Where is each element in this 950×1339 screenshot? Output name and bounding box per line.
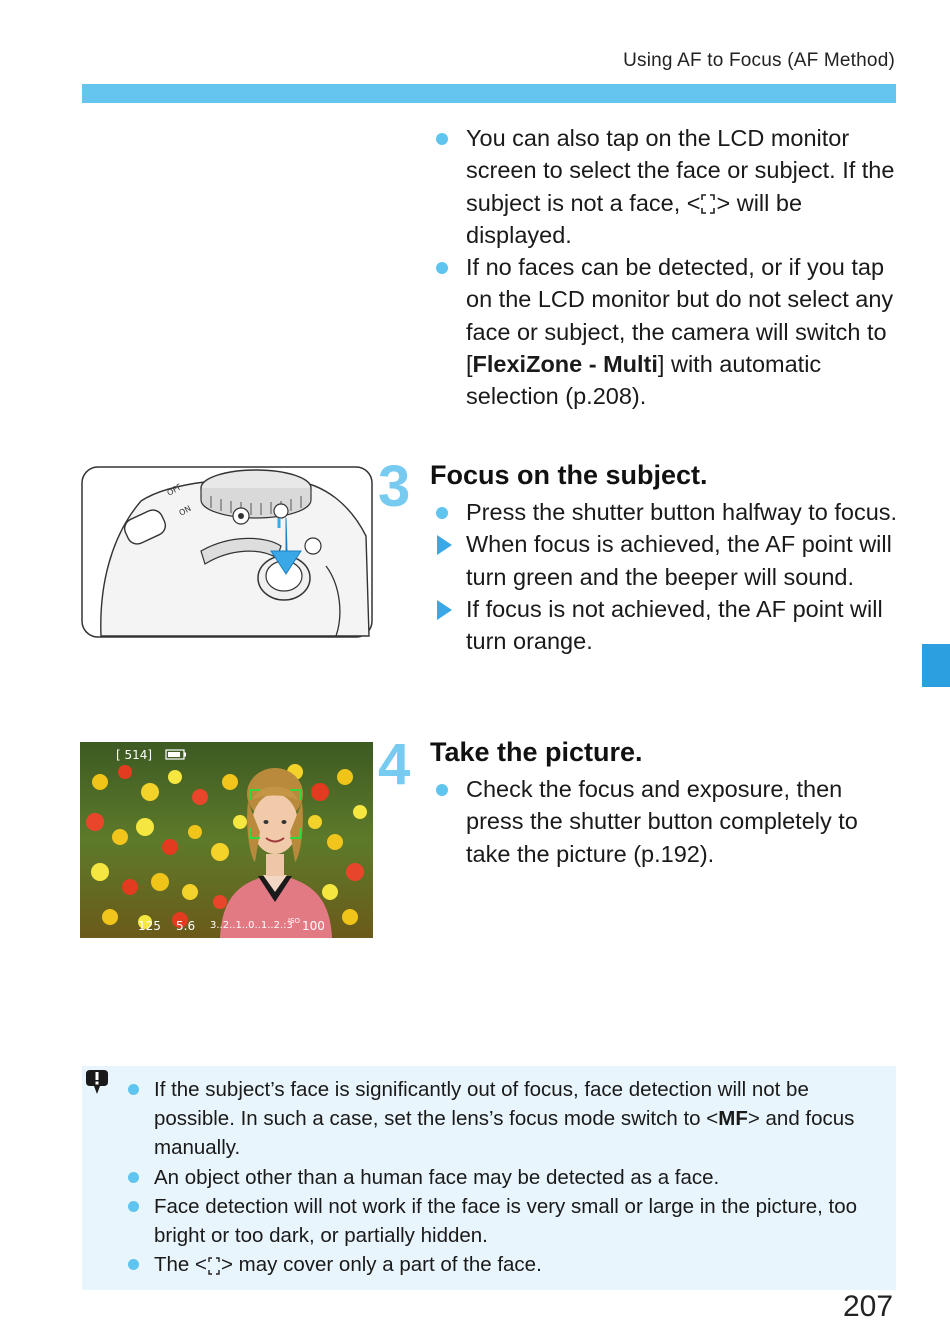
aperture-value: 5.6 [176,919,196,933]
power-on-label: ON [177,503,193,518]
chapter-tab [922,644,950,687]
header-bar [82,84,896,103]
step-title: Focus on the subject. [430,460,708,490]
list-item: Check the focus and exposure, then press the shutter button completely to take the picture (p.192). [430,773,900,870]
exposure-level-scale: 3..2..1..0..1..2.:3 [210,920,293,931]
running-header: Using AF to Focus (AF Method) [623,50,895,71]
lcd-live-view-image [80,742,373,938]
bullet-icon [436,784,448,796]
af-frame-icon [207,1256,221,1276]
step4-list [430,773,900,870]
bullet-icon [128,1259,139,1270]
bullet-icon [128,1172,139,1183]
list-item: Face detection will not work if the face is very small or large in the picture, too bright or too dark, or partially hidden. [82,1192,882,1250]
list-item: When focus is achieved, the AF point will turn green and the beeper will sound. [430,528,900,593]
bullet-icon [436,507,448,519]
live-view-svg [80,742,373,938]
caution-note-box [82,1066,896,1290]
list-item: If the subject’s face is significantly out of focus, face detection will not be possible. In such a case, set the lens’s focus mode switch to <MF> and focus manually. [82,1075,882,1163]
caution-note-list [82,1075,882,1279]
bullet-icon [436,262,448,274]
bullet-icon [436,133,448,145]
af-frame-icon [700,193,716,215]
shots-remaining: [ 514] [116,748,153,762]
bullet-icon [128,1084,139,1095]
top-bullet-list [430,122,900,413]
step-title: Take the picture. [430,737,643,767]
list-item: Press the shutter button halfway to focus. [430,496,900,528]
arrow-bullet-icon [437,600,452,620]
list-item: If no faces can be detected, or if you tap on the LCD monitor but do not select any face or subject, the camera will switch to [FlexiZone - Multi] with automatic selection (p.208). [430,251,900,412]
power-off-label: OFF [165,482,184,498]
list-item: The < > may cover only a part of the face. [82,1250,882,1279]
step-number: 4 [378,732,411,797]
shutter-speed: 125 [138,919,161,933]
iso-value: 100 [302,919,325,933]
step3-list [430,496,900,657]
list-item: If focus is not achieved, the AF point will turn orange. [430,593,900,658]
page-number: 207 [843,1290,894,1323]
list-item: You can also tap on the LCD monitor screen to select the face or subject. If the subject is not a face, < > will be displayed. [430,122,900,251]
step-number: 3 [378,454,411,519]
iso-label: ISO [288,917,301,925]
bullet-icon [128,1201,139,1212]
camera-illustration-svg [81,466,373,638]
arrow-bullet-icon [437,535,452,555]
list-item: An object other than a human face may be detected as a face. [82,1163,882,1192]
camera-shutter-press-illustration [81,466,373,638]
